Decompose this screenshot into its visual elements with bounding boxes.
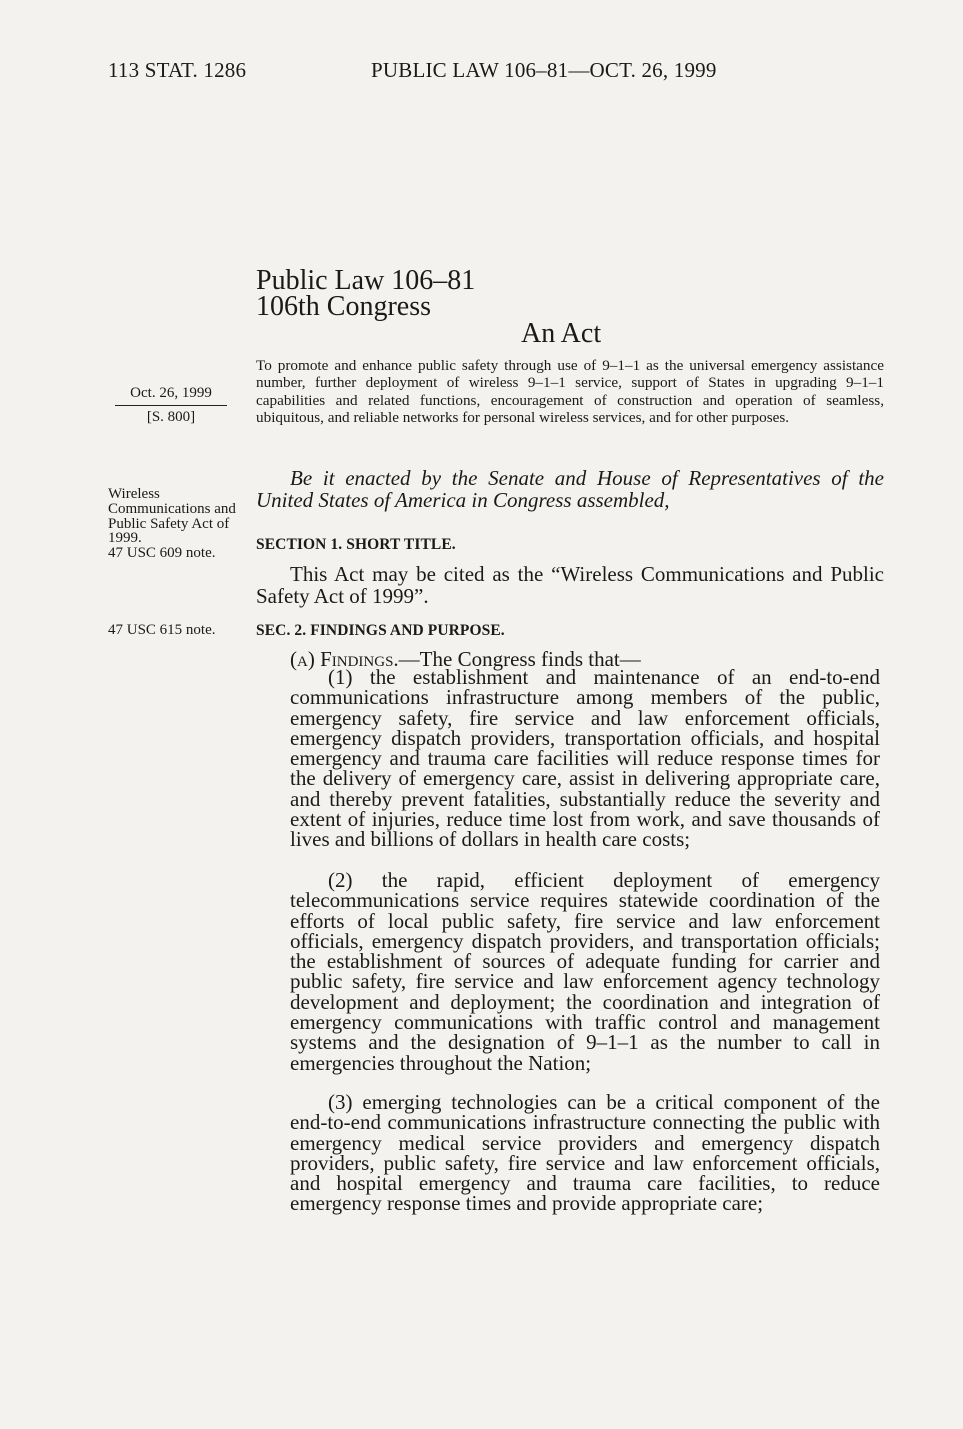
- usc-note-615: 47 USC 615 note.: [108, 622, 216, 638]
- congress-number: 106th Congress: [256, 291, 431, 322]
- section-1-text: This Act may be cited as the “Wireless Communications and Public Safety Act of 1999”.: [256, 562, 884, 608]
- findings-label: (a) Findings.: [290, 647, 399, 671]
- margin-short-title-note: [108, 487, 248, 561]
- section-1-heading: SECTION 1. SHORT TITLE.: [256, 536, 456, 553]
- section-2-heading: SEC. 2. FINDINGS AND PURPOSE.: [256, 622, 505, 639]
- margin-date: Oct. 26, 1999: [130, 385, 212, 401]
- margin-bill-number: [S. 800]: [146, 409, 196, 425]
- margin-divider: [115, 405, 227, 406]
- enacting-clause: Be it enacted by the Senate and House of Representatives of the United States of America in Congress assembled,: [256, 466, 884, 512]
- act-heading: An Act: [521, 318, 602, 349]
- public-law-number: Public Law 106–81: [256, 265, 476, 296]
- findings-intro: —The Congress finds that—: [398, 647, 641, 671]
- short-title-note-text: Wireless Communications and Public Safety Act of 1999.: [108, 486, 236, 547]
- running-header: PUBLIC LAW 106–81—OCT. 26, 1999: [371, 58, 717, 82]
- finding-paragraph-2: (2) the rapid, efficient deployment of emergency telecommunications service requires statewide coordination of the efforts of local public safety, fire service and law enforcement officials, emergency dispatch providers, and transportation officials; the establishment of sources of adequate funding for carrier and public safety, fire service and law enforcement agency technology development and deployment; the coordination and integration of emergency communications with traffic control and management systems and the designation of 9–1–1 as the number to call in emergencies throughout the Nation;: [290, 868, 880, 1075]
- usc-note-609: 47 USC 609 note.: [108, 545, 216, 562]
- page-stat-number: 113 STAT. 1286: [108, 58, 247, 82]
- finding-paragraph-3: (3) emerging technologies can be a critical component of the end-to-end communications infrastructure connecting the public with emergency medical service providers and emergency dispatch providers, public safety, fire service and law enforcement officials, and hospital emergency and trauma care facilities, to reduce emergency response times and provide appropriate care;: [290, 1090, 880, 1216]
- finding-paragraph-1: (1) the establishment and maintenance of an end-to-end communications infrastructure among members of the public, emergency safety, fire service and law enforcement officials, emergency dispatch providers, transportation officials, and hospital emergency and trauma care facilities will reduce response times for the delivery of emergency care, assist in delivering appropriate care, and thereby prevent fatalities, substantially reduce the severity and extent of injuries, reduce time lost from work, and save thousands of lives and billions of dollars in health care costs;: [290, 665, 880, 852]
- long-title: To promote and enhance public safety through use of 9–1–1 as the universal emergency assistance number, further deployment of wireless 9–1–1 service, support of States in upgrading 9–1–1 capabilities and related functions, encouragement of construction and operation of seamless, ubiquitous, and reliable networks for personal wireless services, and for other purposes.: [256, 357, 884, 427]
